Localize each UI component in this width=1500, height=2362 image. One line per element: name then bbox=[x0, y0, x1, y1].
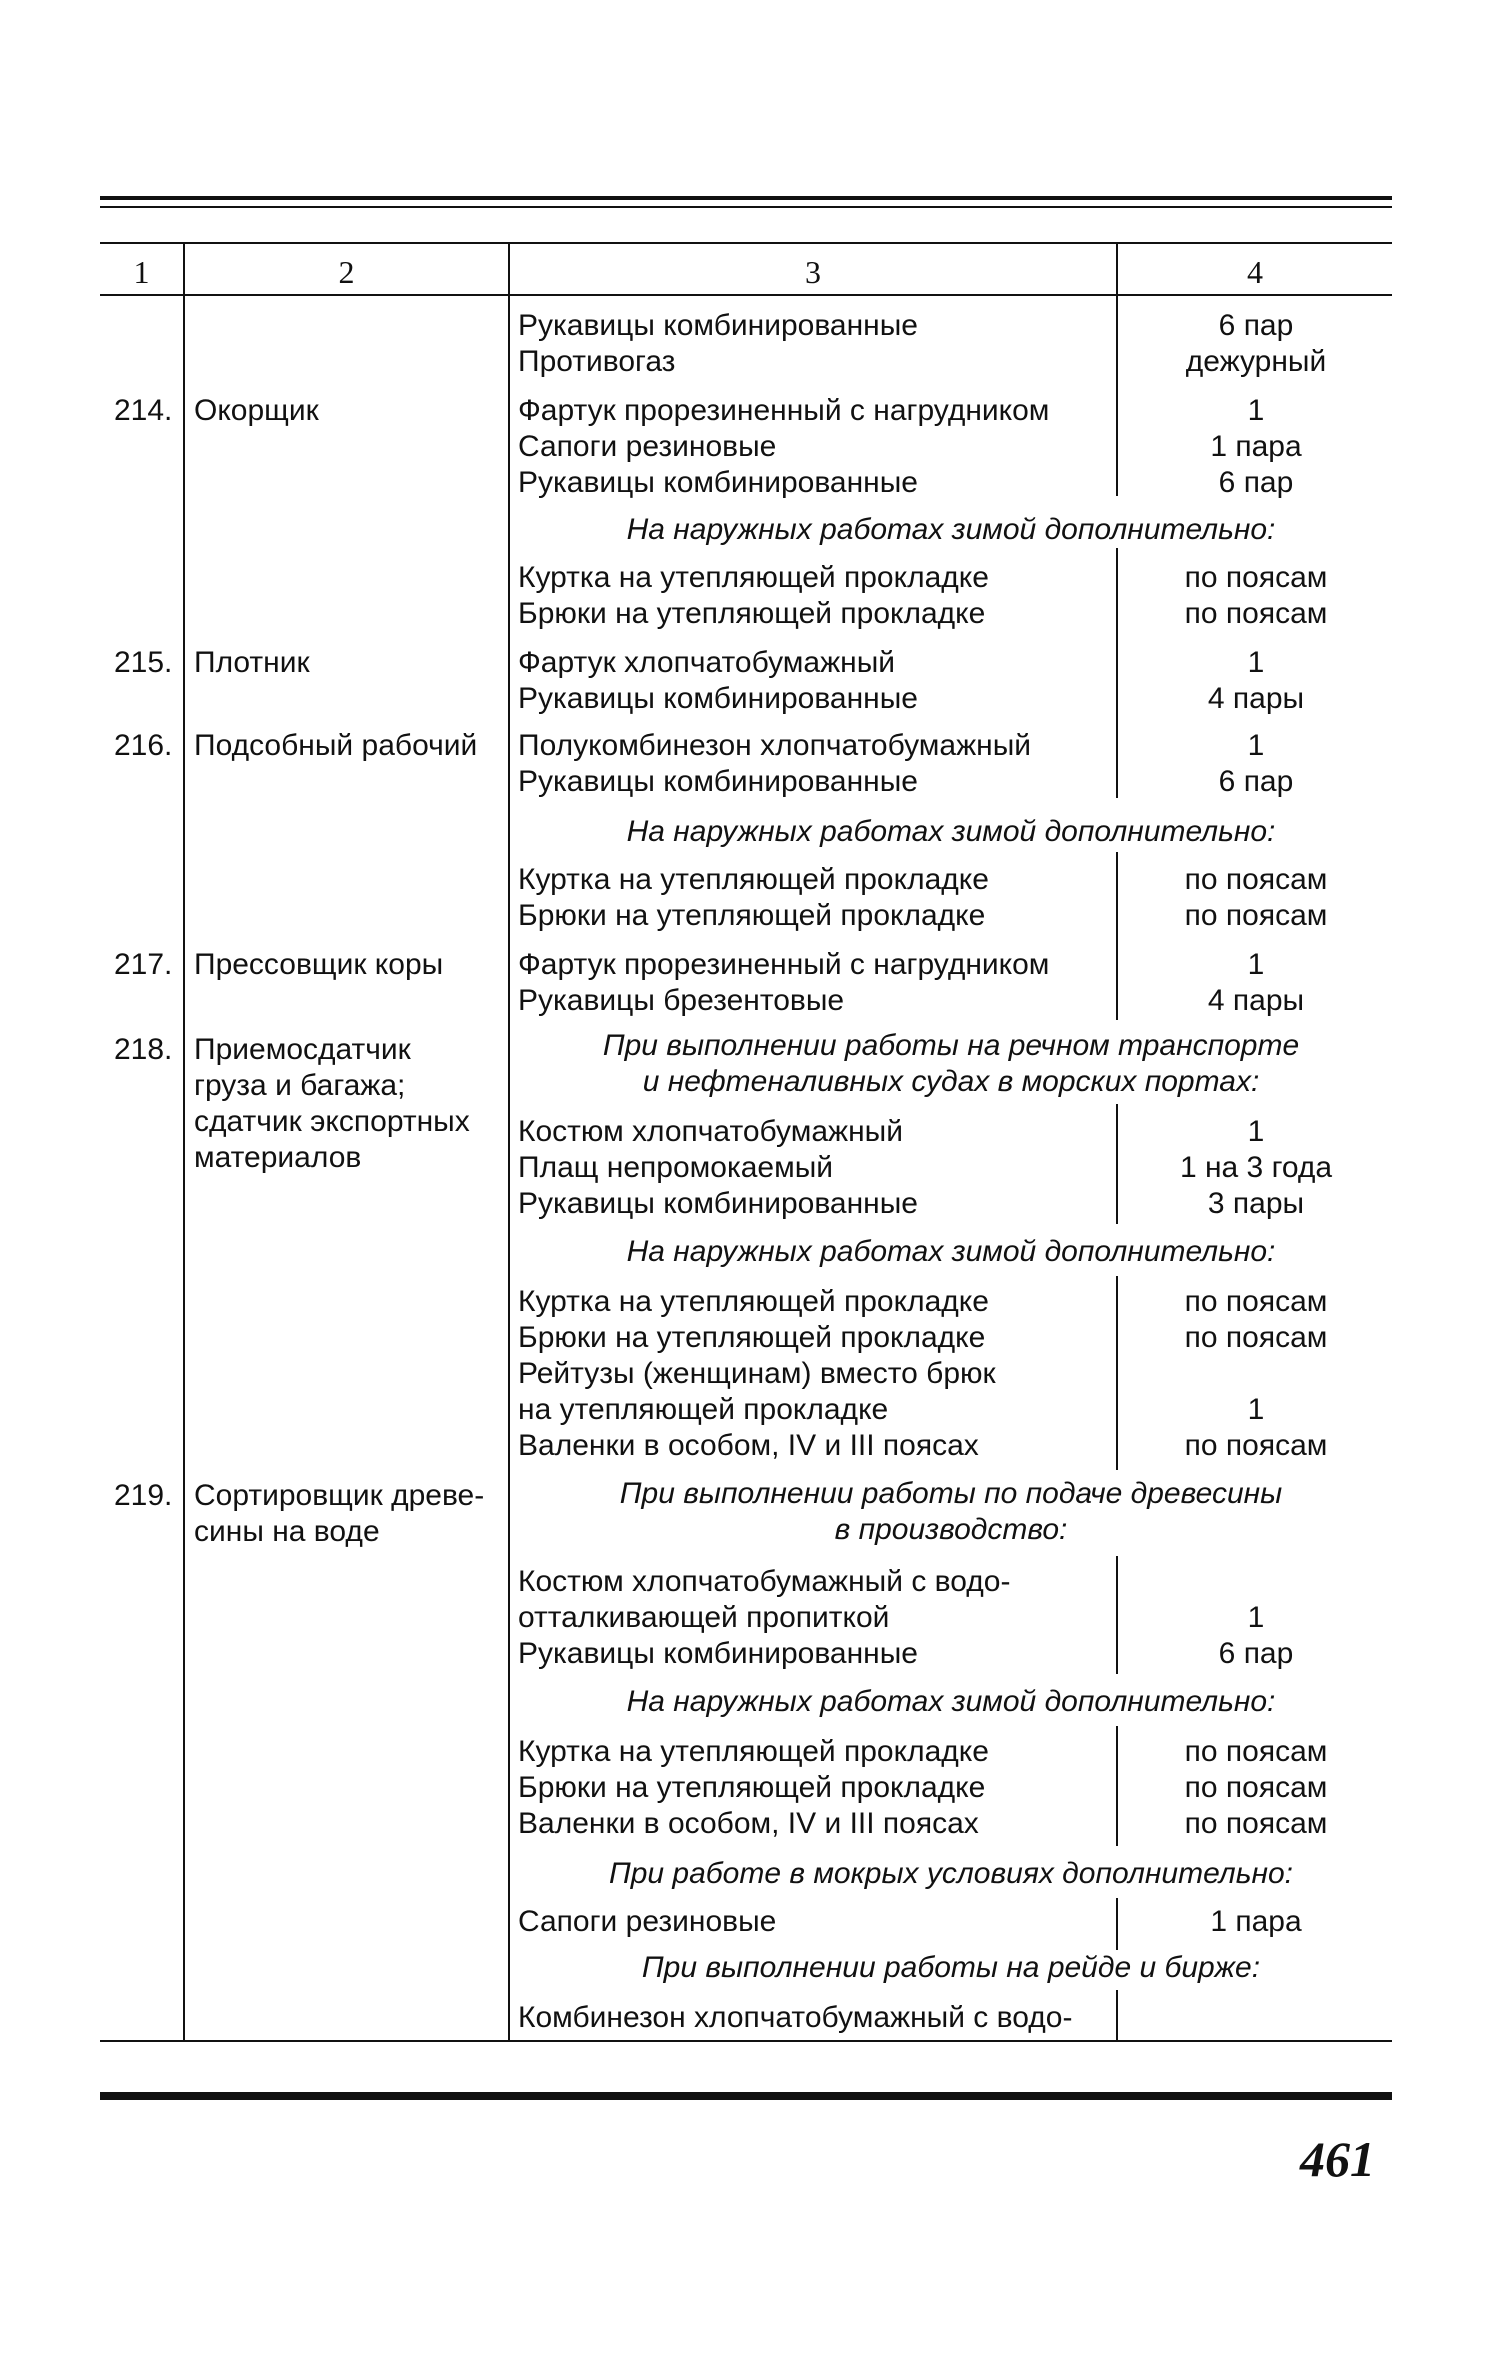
section-note: На наружных работах зимой дополнительно: bbox=[626, 815, 1276, 848]
norm: 1 bbox=[1247, 948, 1265, 981]
norm: 1 пара bbox=[1210, 1905, 1302, 1938]
norm: по поясам bbox=[1184, 561, 1328, 594]
norm: 4 пары bbox=[1207, 682, 1305, 715]
top-rule-thick bbox=[100, 196, 1392, 200]
row-number: 216. bbox=[114, 729, 173, 762]
col-divider-3-seg bbox=[1116, 1556, 1118, 1674]
norm: 1 пара bbox=[1210, 430, 1302, 463]
norm: 6 пар bbox=[1218, 1637, 1294, 1670]
item: Куртка на утепляющей прокладке bbox=[518, 1285, 989, 1318]
norm: по поясам bbox=[1184, 1321, 1328, 1354]
profession: Подсобный рабочий bbox=[194, 729, 478, 762]
item: Брюки на утепляющей прокладке bbox=[518, 899, 986, 932]
profession: Сортировщик древе- bbox=[194, 1479, 485, 1512]
top-rule-thin bbox=[100, 206, 1392, 208]
section-note: На наружных работах зимой дополнительно: bbox=[626, 1685, 1276, 1718]
item: Куртка на утепляющей прокладке bbox=[518, 1735, 989, 1768]
profession: сины на воде bbox=[194, 1515, 380, 1548]
item: на утепляющей прокладке bbox=[518, 1393, 889, 1426]
row-number: 215. bbox=[114, 646, 173, 679]
item: Костюм хлопчатобумажный с водо- bbox=[518, 1565, 1011, 1598]
norm: по поясам bbox=[1184, 899, 1328, 932]
norm: по поясам bbox=[1184, 597, 1328, 630]
item: отталкивающей пропиткой bbox=[518, 1601, 890, 1634]
norm: 1 bbox=[1247, 1115, 1265, 1148]
section-note: При работе в мокрых условиях дополнительно: bbox=[608, 1857, 1293, 1890]
row-number: 218. bbox=[114, 1033, 173, 1066]
item: Полукомбинезон хлопчатобумажный bbox=[518, 729, 1032, 762]
profession: Окорщик bbox=[194, 394, 319, 427]
norm: 6 пар bbox=[1218, 765, 1294, 798]
item: Куртка на утепляющей прокладке bbox=[518, 863, 989, 896]
row-number: 219. bbox=[114, 1479, 173, 1512]
row-number: 214. bbox=[114, 394, 173, 427]
item: Рукавицы комбинированные bbox=[518, 682, 918, 715]
section-note: При выполнении работы на речном транспорте bbox=[602, 1029, 1300, 1062]
norm: по поясам bbox=[1184, 863, 1328, 896]
item: Брюки на утепляющей прокладке bbox=[518, 1321, 986, 1354]
item: Рейтузы (женщинам) вместо брюк bbox=[518, 1357, 996, 1390]
header-col-3: 3 bbox=[805, 254, 821, 290]
norm: 1 bbox=[1247, 1601, 1265, 1634]
norm: 1 bbox=[1247, 394, 1265, 427]
footer-rule bbox=[100, 2092, 1392, 2100]
section-note: При выполнении работы по подаче древесины bbox=[619, 1477, 1283, 1510]
norm: 4 пары bbox=[1207, 984, 1305, 1017]
row-number: 217. bbox=[114, 948, 173, 981]
header-col-2: 2 bbox=[338, 254, 355, 290]
item: Комбинезон хлопчатобумажный с водо- bbox=[518, 2001, 1073, 2034]
item: Плащ непромокаемый bbox=[518, 1151, 834, 1184]
col-divider-1 bbox=[183, 242, 185, 2041]
norm: по поясам bbox=[1184, 1735, 1328, 1768]
norm: 6 пар bbox=[1218, 466, 1294, 499]
profession: груза и багажа; bbox=[194, 1069, 406, 1102]
item: Фартук прорезиненный с нагрудником bbox=[518, 948, 1050, 981]
header-col-1: 1 bbox=[133, 254, 150, 290]
norm: 1 bbox=[1247, 729, 1265, 762]
item: Куртка на утепляющей прокладке bbox=[518, 561, 989, 594]
header-bottom-line bbox=[100, 294, 1392, 296]
header-col-4: 4 bbox=[1247, 254, 1263, 290]
item: Валенки в особом, IV и III поясах bbox=[518, 1429, 979, 1462]
col-divider-3-seg bbox=[1116, 1276, 1118, 1470]
norm: 1 bbox=[1247, 1393, 1265, 1426]
profession: материалов bbox=[194, 1141, 362, 1174]
col-divider-3-seg bbox=[1116, 1726, 1118, 1846]
item: Рукавицы комбинированные bbox=[518, 1187, 918, 1220]
norm: по поясам bbox=[1184, 1771, 1328, 1804]
col-divider-3-seg bbox=[1116, 296, 1118, 496]
col-divider-3-seg bbox=[1116, 548, 1118, 798]
profession: Прессовщик коры bbox=[194, 948, 444, 981]
profession: сдатчик экспортных bbox=[194, 1105, 470, 1138]
norm: 6 пар bbox=[1218, 309, 1294, 342]
col-divider-3-seg bbox=[1116, 1104, 1118, 1224]
col-divider-3-seg bbox=[1116, 1898, 1118, 1950]
section-note: При выполнении работы на рейде и бирже: bbox=[641, 1951, 1261, 1984]
item: Сапоги резиновые bbox=[518, 430, 777, 463]
item: Рукавицы брезентовые bbox=[518, 984, 845, 1017]
profession: Приемосдатчик bbox=[194, 1033, 411, 1066]
norm: по поясам bbox=[1184, 1807, 1328, 1840]
section-note: и нефтеналивных судах в морских портах: bbox=[642, 1065, 1260, 1098]
profession: Плотник bbox=[194, 646, 310, 679]
page-number: 461 bbox=[1300, 2131, 1375, 2187]
item: Брюки на утепляющей прокладке bbox=[518, 597, 986, 630]
item: Фартук прорезиненный с нагрудником bbox=[518, 394, 1050, 427]
section-note: На наружных работах зимой дополнительно: bbox=[626, 1235, 1276, 1268]
item: Сапоги резиновые bbox=[518, 1905, 777, 1938]
norm: 1 bbox=[1247, 646, 1265, 679]
col-divider-3-seg bbox=[1116, 852, 1118, 1020]
header-top-line bbox=[100, 242, 1392, 244]
item: Фартук хлопчатобумажный bbox=[518, 646, 896, 679]
item: Противогаз bbox=[518, 345, 676, 378]
section-note: в производство: bbox=[834, 1513, 1068, 1546]
item: Рукавицы комбинированные bbox=[518, 309, 918, 342]
table-bottom-line bbox=[100, 2040, 1392, 2042]
norm: 3 пары bbox=[1207, 1187, 1305, 1220]
item: Рукавицы комбинированные bbox=[518, 1637, 918, 1670]
norm: по поясам bbox=[1184, 1429, 1328, 1462]
col-divider-3-seg bbox=[1116, 1990, 1118, 2040]
item: Рукавицы комбинированные bbox=[518, 765, 918, 798]
item: Валенки в особом, IV и III поясах bbox=[518, 1807, 979, 1840]
norm: по поясам bbox=[1184, 1285, 1328, 1318]
section-note: На наружных работах зимой дополнительно: bbox=[626, 513, 1276, 546]
item: Брюки на утепляющей прокладке bbox=[518, 1771, 986, 1804]
item: Костюм хлопчатобумажный bbox=[518, 1115, 903, 1148]
item: Рукавицы комбинированные bbox=[518, 466, 918, 499]
norm: дежурный bbox=[1185, 345, 1327, 378]
norm: 1 на 3 года bbox=[1179, 1151, 1333, 1184]
